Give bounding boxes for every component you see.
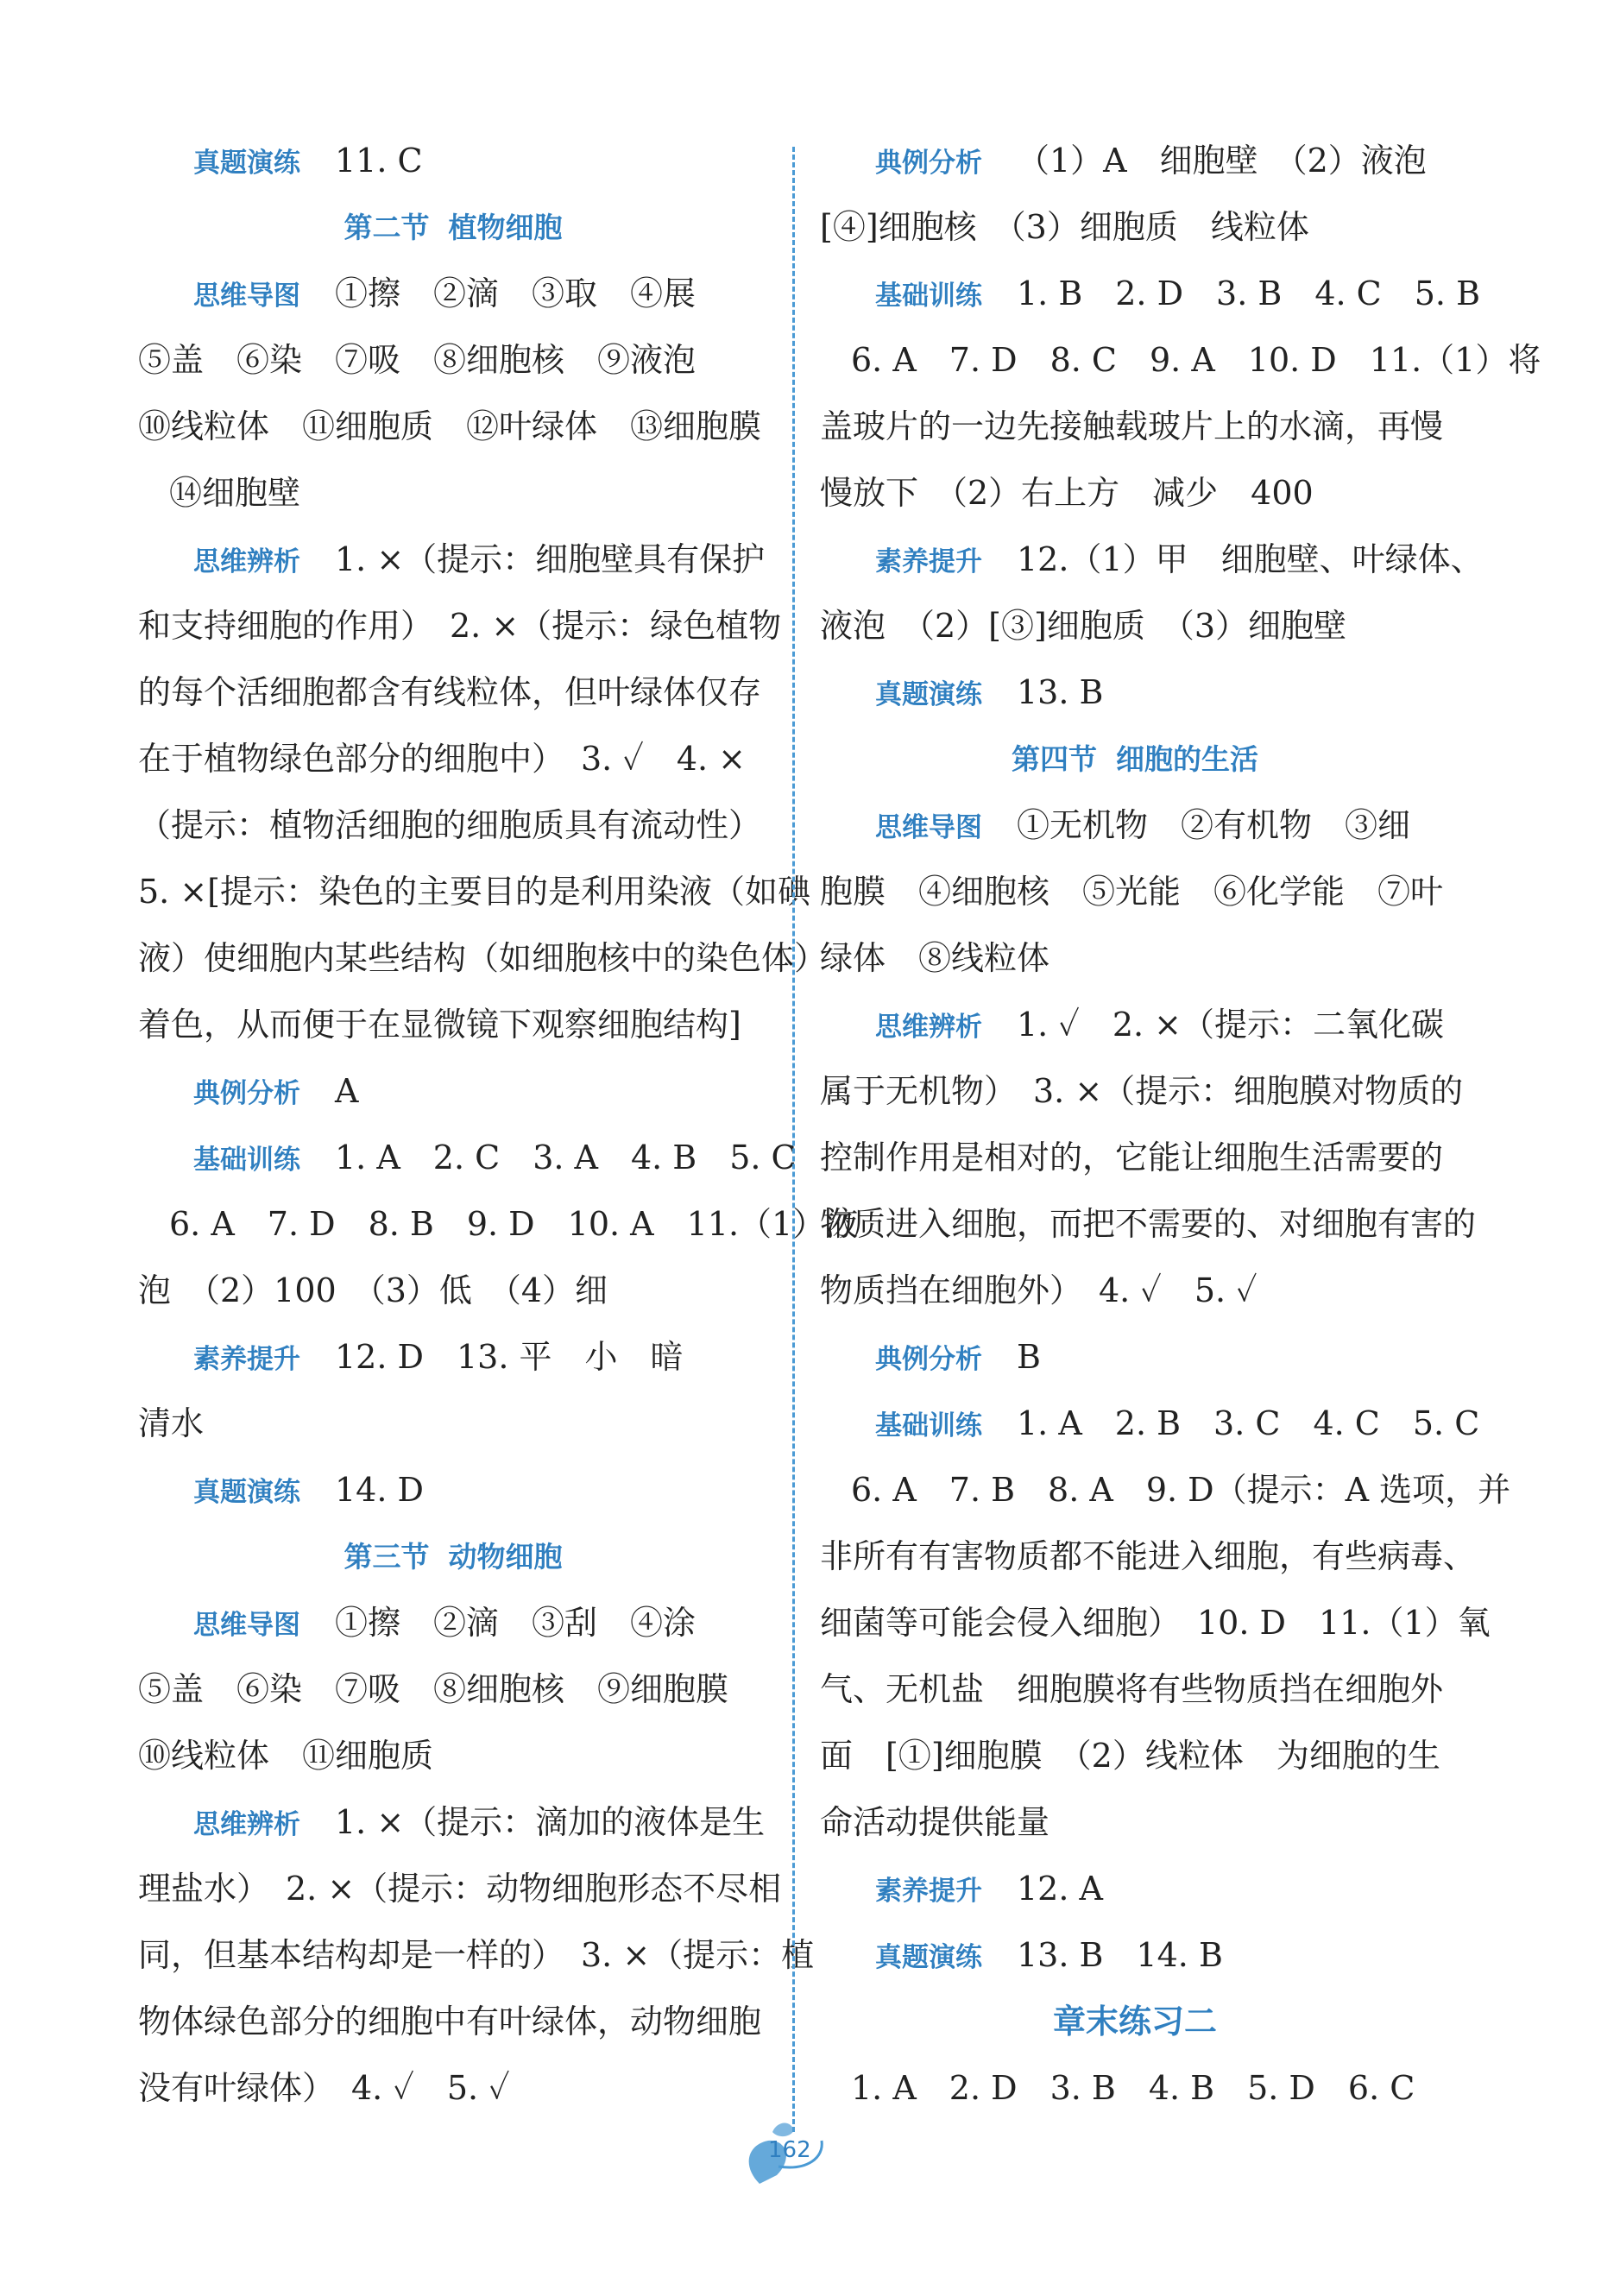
exercise-tag: 思维导图	[193, 1610, 300, 1641]
answer-text: 气、无机盐 细胞膜将有些物质挡在细胞外	[820, 1670, 1444, 1708]
exercise-tag: 典例分析	[875, 1344, 982, 1375]
answer-text: 细菌等可能会侵入细胞） 10. D 11.（1）氧	[820, 1604, 1491, 1642]
answer-line	[138, 1391, 768, 1457]
exercise-tag: 思维导图	[193, 281, 300, 312]
answer-line	[138, 1789, 768, 1856]
answer-line	[820, 1922, 1450, 1989]
answer-line	[820, 327, 1541, 394]
answer-line	[138, 1125, 797, 1191]
answer-line	[138, 859, 811, 925]
answer-text: 5. ×[提示：染色的主要目的是利用染液（如碘	[138, 873, 811, 911]
answer-text: 1. ✓ 2. ×（提示：二氧化碳	[1017, 1006, 1445, 1044]
answer-line	[820, 460, 1450, 527]
answer-text: 1. A 2. B 3. C 4. C 5. C	[1017, 1404, 1480, 1442]
answer-line	[820, 261, 1480, 327]
answer-text: ⑩线粒体 ⑪细胞质	[138, 1737, 434, 1775]
answer-text: 和支持细胞的作用） 2. ×（提示：绿色植物	[138, 607, 782, 645]
answer-text: 非所有有害物质都不能进入细胞，有些病毒、	[820, 1537, 1477, 1575]
answer-text: ⑩线粒体 ⑪细胞质 ⑫叶绿体 ⑬细胞膜	[138, 407, 762, 445]
answer-text: 12. A	[1017, 1870, 1103, 1908]
answer-text: 属于无机物） 3. ×（提示：细胞膜对物质的	[820, 1072, 1464, 1110]
answer-text: 12. D 13. 平 小 暗	[335, 1338, 684, 1376]
answer-text: ①擦 ②滴 ③取 ④展	[335, 274, 696, 312]
answer-text: ⑤盖 ⑥染 ⑦吸 ⑧细胞核 ⑨液泡	[138, 341, 696, 379]
exercise-tag: 素养提升	[875, 546, 982, 577]
answer-line	[820, 1856, 1450, 1922]
answer-text: 6. A 7. D 8. C 9. A 10. D 11.（1）将	[851, 341, 1541, 379]
answer-text: 物质挡在细胞外） 4. ✓ 5. ✓	[820, 1271, 1257, 1309]
answer-text: 13. B	[1017, 673, 1104, 711]
answer-text: 1. ×（提示：细胞壁具有保护	[335, 540, 766, 578]
section-heading	[138, 194, 768, 261]
answer-text: 在于植物绿色部分的细胞中） 3. ✓ 4. ×	[138, 740, 747, 778]
answer-text: B	[1017, 1338, 1041, 1376]
exercise-tag: 真题演练	[875, 1942, 982, 1973]
exercise-tag: 思维辨析	[193, 1809, 300, 1840]
answer-line	[138, 925, 828, 992]
section-number: 第四节	[1012, 742, 1097, 776]
answer-line	[820, 925, 1450, 992]
answer-text: （1）A 细胞壁 （2）液泡	[1017, 142, 1427, 180]
answer-text: 没有叶绿体） 4. ✓ 5. ✓	[138, 2069, 510, 2107]
answer-text: 慢放下 （2）右上方 减少 400	[820, 474, 1314, 512]
exercise-tag: 真题演练	[193, 148, 300, 179]
answer-text: 盖玻片的一边先接触载玻片上的水滴，再慢	[820, 407, 1444, 445]
answer-line	[820, 128, 1450, 194]
answer-line	[138, 460, 768, 527]
section-number: 第二节	[344, 211, 430, 244]
answer-text: A	[335, 1072, 359, 1110]
exercise-tag: 典例分析	[193, 1078, 300, 1109]
answer-line	[820, 792, 1450, 859]
answer-line	[138, 1856, 782, 1922]
answer-text: 1. A 2. D 3. B 4. B 5. D 6. C	[851, 2069, 1415, 2107]
answer-text: 液泡 （2）[③]细胞质 （3）细胞壁	[820, 607, 1347, 645]
answer-text: 1. ×（提示：滴加的液体是生	[335, 1803, 766, 1841]
answer-text: 面 [①]细胞膜 （2）线粒体 为细胞的生	[820, 1737, 1440, 1775]
answer-line	[138, 659, 768, 726]
answer-line	[138, 992, 768, 1058]
answer-text: 1. B 2. D 3. B 4. C 5. B	[1017, 274, 1480, 312]
answer-text: ⑤盖 ⑥染 ⑦吸 ⑧细胞核 ⑨细胞膜	[138, 1670, 729, 1708]
section-title: 动物细胞	[448, 1540, 563, 1574]
answer-text: 物质进入细胞，而把不需要的、对细胞有害的	[820, 1205, 1477, 1243]
answer-line	[138, 2055, 768, 2122]
exercise-tag: 基础训练	[193, 1145, 300, 1176]
answer-text: 的每个活细胞都含有线粒体，但叶绿体仅存	[138, 673, 762, 711]
answer-line	[138, 726, 768, 792]
answer-line	[138, 1258, 768, 1324]
answer-text: [④]细胞核 （3）细胞质 线粒体	[820, 208, 1309, 246]
section-heading	[138, 1523, 768, 1590]
answer-line	[138, 1191, 859, 1258]
exercise-tag: 基础训练	[875, 281, 982, 312]
exercise-tag: 思维辨析	[875, 1012, 982, 1043]
answer-text: 13. B 14. B	[1017, 1936, 1223, 1974]
answer-line	[820, 593, 1450, 659]
answer-line	[138, 1989, 768, 2055]
answer-line	[820, 1191, 1477, 1258]
answer-line	[820, 527, 1484, 593]
answer-text: 控制作用是相对的，它能让细胞生活需要的	[820, 1139, 1444, 1176]
left-column	[138, 128, 859, 2122]
page-number: 162	[768, 2137, 811, 2163]
answer-line	[820, 1723, 1450, 1789]
answer-line	[138, 1723, 768, 1789]
answer-line	[820, 1656, 1450, 1723]
answer-line	[138, 593, 782, 659]
right-column	[820, 128, 1541, 2122]
answer-text: 14. D	[335, 1471, 424, 1509]
answer-line	[138, 792, 768, 859]
answer-line	[820, 1324, 1450, 1391]
answer-text: 物体绿色部分的细胞中有叶绿体，动物细胞	[138, 2003, 762, 2041]
answer-line	[820, 1789, 1450, 1856]
answer-text: 清水	[138, 1404, 205, 1442]
answer-line	[820, 1391, 1480, 1457]
answer-line	[138, 327, 768, 394]
exercise-tag: 素养提升	[193, 1344, 300, 1375]
answer-text: 同，但基本结构却是一样的） 3. ×（提示：植	[138, 1936, 815, 1974]
answer-text: 12.（1）甲 细胞壁、叶绿体、	[1017, 540, 1484, 578]
answer-line	[138, 128, 768, 194]
answer-line	[138, 1457, 768, 1523]
answer-line	[820, 2055, 1450, 2122]
answer-text: 1. A 2. C 3. A 4. B 5. C	[335, 1139, 797, 1176]
section-title: 植物细胞	[448, 211, 563, 244]
answer-line	[820, 1058, 1464, 1125]
exercise-tag: 素养提升	[875, 1876, 982, 1907]
answer-line	[820, 394, 1450, 460]
answer-line	[138, 1590, 768, 1656]
chapter-heading: 章末练习二	[1052, 2003, 1217, 2041]
exercise-tag: 基础训练	[875, 1410, 982, 1441]
section-heading	[820, 726, 1450, 792]
answer-line	[820, 1125, 1450, 1191]
answer-line	[820, 1258, 1450, 1324]
answer-text: （提示：植物活细胞的细胞质具有流动性）	[138, 806, 762, 844]
answer-line	[820, 859, 1450, 925]
page-number-badge	[725, 2106, 863, 2201]
exercise-tag: 典例分析	[875, 148, 982, 179]
answer-text: 理盐水） 2. ×（提示：动物细胞形态不尽相	[138, 1870, 782, 1908]
exercise-tag: 思维辨析	[193, 546, 300, 577]
answer-text: ①擦 ②滴 ③刮 ④涂	[335, 1604, 696, 1642]
answer-text: 6. A 7. D 8. B 9. D 10. A 11.（1）液	[169, 1205, 859, 1243]
answer-text: ⑭细胞壁	[169, 474, 301, 512]
answer-line	[820, 659, 1450, 726]
answer-line	[138, 1058, 768, 1125]
answer-line	[138, 1922, 815, 1989]
answer-line	[820, 1590, 1491, 1656]
section-number: 第三节	[344, 1540, 430, 1574]
answer-line	[820, 992, 1450, 1058]
answer-line	[138, 394, 768, 460]
answer-text: 液）使细胞内某些结构（如细胞核中的染色体）	[138, 939, 828, 977]
answer-line	[820, 1523, 1477, 1590]
column-divider	[792, 147, 795, 2132]
answer-text: 泡 （2）100 （3）低 （4）细	[138, 1271, 608, 1309]
answer-line	[138, 1656, 768, 1723]
exercise-tag: 真题演练	[875, 679, 982, 710]
answer-text: 绿体 ⑧线粒体	[820, 939, 1050, 977]
answer-text: ①无机物 ②有机物 ③细	[1017, 806, 1411, 844]
answer-line	[138, 261, 768, 327]
exercise-tag: 真题演练	[193, 1477, 300, 1508]
answer-text: 11. C	[335, 142, 423, 180]
answer-text: 6. A 7. B 8. A 9. D（提示：A 选项，并	[851, 1471, 1511, 1509]
answer-line	[138, 527, 768, 593]
answer-text: 着色，从而便于在显微镜下观察细胞结构]	[138, 1006, 741, 1044]
answer-line	[820, 194, 1450, 261]
answer-line	[138, 1324, 768, 1391]
answer-text: 命活动提供能量	[820, 1803, 1050, 1841]
answer-line	[820, 1457, 1511, 1523]
section-title: 细胞的生活	[1116, 742, 1258, 776]
exercise-tag: 思维导图	[875, 812, 982, 843]
answer-text: 胞膜 ④细胞核 ⑤光能 ⑥化学能 ⑦叶	[820, 873, 1444, 911]
